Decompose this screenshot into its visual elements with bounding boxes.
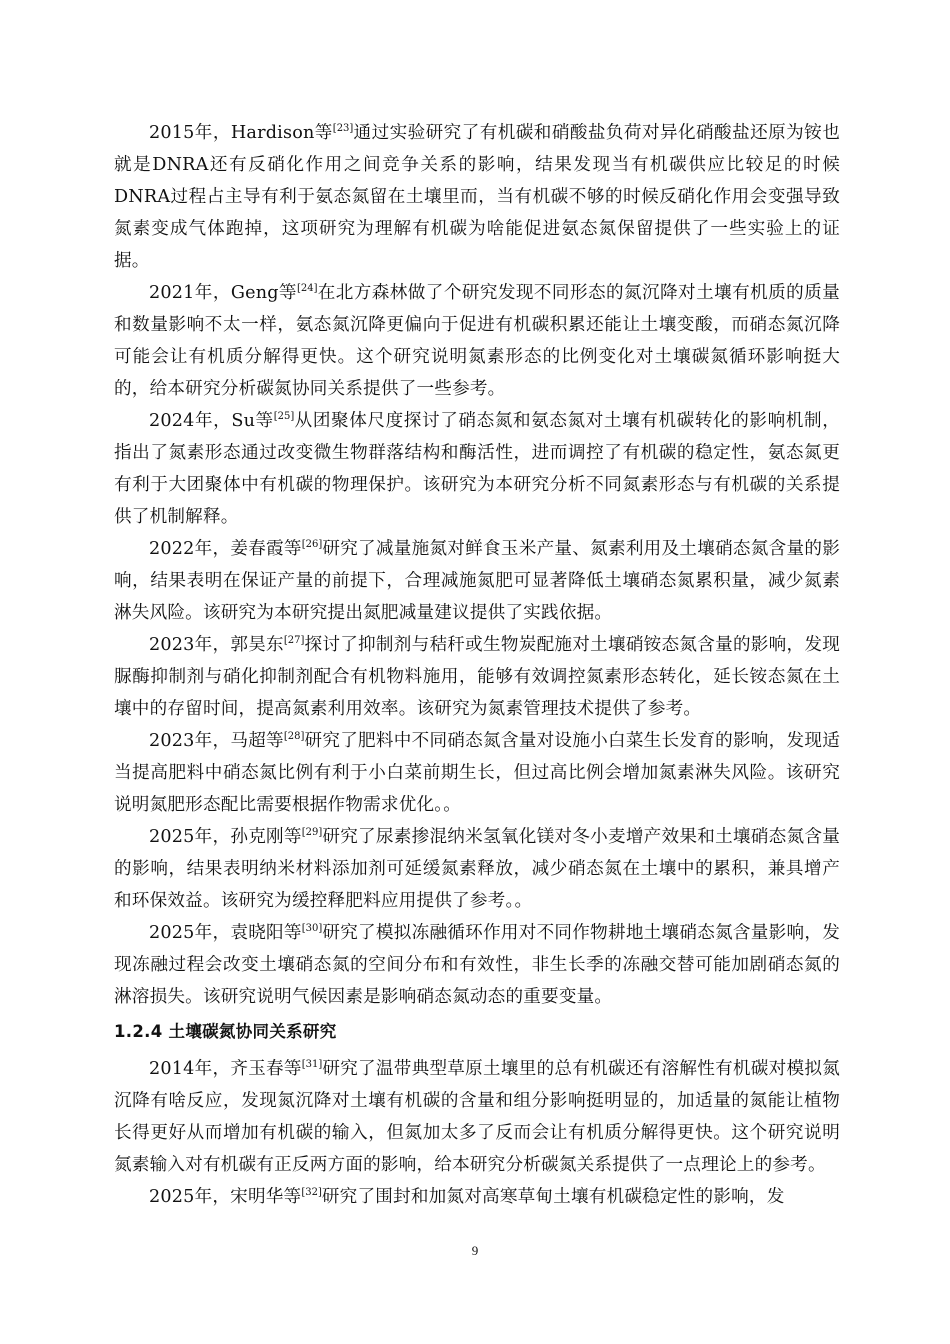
citation-ref: [28] <box>283 731 305 742</box>
paragraph-text: 从团聚体尺度探讨了硝态氮和氨态氮对土壤有机碳转化的影响机制，指出了氮素形态通过改变微生物群落结构和酶活性，进而调控了有机碳的稳定性，氨态氮更有利于大团聚体中有机碳的物理保护。该研究为本研究分析不同氮素形态与有机碳的关系提供了机制解释。 <box>114 411 840 527</box>
paragraph <box>114 1181 840 1213</box>
citation-ref: [27] <box>283 635 305 646</box>
paragraph-text: 探讨了抑制剂与秸秆或生物炭配施对土壤硝铵态氮含量的影响，发现脲酶抑制剂与硝化抑制剂配合有机物料施用，能够有效调控氮素形态转化，延长铵态氮在土壤中的存留时间，提高氮素利用效率。该研究为氮素管理技术提供了参考。 <box>114 635 840 719</box>
page-number: 9 <box>471 1243 479 1258</box>
paragraph-lead: 2024年，Su等 <box>149 411 274 431</box>
paragraph-lead: 2022年，姜春霞等 <box>149 539 302 559</box>
paragraph-text: 研究了减量施氮对鲜食玉米产量、氮素利用及土壤硝态氮含量的影响，结果表明在保证产量的前提下，合理减施氮肥可显著降低土壤硝态氮累积量，减少氮素淋失风险。该研究为本研究提出氮肥减量建议提供了实践依据。 <box>114 539 840 623</box>
paragraph <box>114 821 840 917</box>
document-body <box>114 117 840 1213</box>
citation-ref: [30] <box>301 923 323 934</box>
paragraph-text: 研究了围封和加氮对高寒草甸土壤有机碳稳定性的影响，发 <box>321 1187 785 1207</box>
citation-ref: [32] <box>301 1187 322 1198</box>
paragraph-lead: 2025年，孙克刚等 <box>149 827 302 847</box>
paragraph-text: 研究了温带典型草原土壤里的总有机碳还有溶解性有机碳对模拟氮沉降有啥反应，发现氮沉降对土壤有机碳的含量和组分影响挺明显的，加适量的氮能让植物长得更好从而增加有机碳的输入，但氮加太多了反而会让有机质分解得更快。这个研究说明氮素输入对有机碳有正反两方面的影响，给本研究分析碳氮关系提供了一点理论上的参考。 <box>114 1059 840 1175</box>
paragraph-lead: 2023年，马超等 <box>149 731 284 751</box>
paragraph-lead: 2023年，郭昊东 <box>149 635 284 655</box>
paragraph <box>114 1053 840 1181</box>
paragraph-lead: 2015年，Hardison等 <box>149 123 333 143</box>
paragraph <box>114 533 840 629</box>
paragraph-text: 研究了尿素掺混纳米氢氧化镁对冬小麦增产效果和土壤硝态氮含量的影响，结果表明纳米材料添加剂可延缓氮素释放，减少硝态氮在土壤中的累积，兼具增产和环保效益。该研究为缓控释肥料应用提供了参考。。 <box>114 827 840 911</box>
citation-ref: [31] <box>301 1059 323 1070</box>
paragraph <box>114 917 840 1013</box>
section-heading: 1.2.4 土壤碳氮协同关系研究 <box>114 1022 337 1041</box>
paragraph <box>114 725 840 821</box>
paragraph-text: 研究了肥料中不同硝态氮含量对设施小白菜生长发育的影响，发现适当提高肥料中硝态氮比例有利于小白菜前期生长，但过高比例会增加氮素淋失风险。该研究说明氮肥形态配比需要根据作物需求优化。。 <box>114 731 840 815</box>
paragraph <box>114 405 840 533</box>
citation-ref: [23] <box>332 123 354 134</box>
paragraph <box>114 277 840 405</box>
paragraph-text: 研究了模拟冻融循环作用对不同作物耕地土壤硝态氮含量影响，发现冻融过程会改变土壤硝态氮的空间分布和有效性，非生长季的冻融交替可能加剧硝态氮的淋溶损失。该研究说明气候因素是影响硝态氮动态的重要变量。 <box>114 923 840 1007</box>
paragraph <box>114 117 840 277</box>
paragraph-lead: 2021年，Geng等 <box>149 283 297 303</box>
paragraph-lead: 2025年，袁晓阳等 <box>149 923 302 943</box>
paragraph-text: 通过实验研究了有机碳和硝酸盐负荷对异化硝酸盐还原为铵也就是DNRA还有反硝化作用之间竞争关系的影响，结果发现当有机碳供应比较足的时候DNRA过程占主导有利于氨态氮留在土壤里而，当有机碳不够的时候反硝化作用会变强导致氮素变成气体跑掉，这项研究为理解有机碳为啥能促进氨态氮保留提供了一些实验上的证据。 <box>114 123 840 271</box>
citation-ref: [29] <box>301 827 323 838</box>
citation-ref: [25] <box>273 411 295 422</box>
paragraph <box>114 629 840 725</box>
paragraph-lead: 2025年，宋明华等 <box>149 1187 302 1207</box>
paragraph-lead: 2014年，齐玉春等 <box>149 1059 302 1079</box>
citation-ref: [26] <box>301 539 323 550</box>
citation-ref: [24] <box>296 283 318 294</box>
paragraph-text: 在北方森林做了个研究发现不同形态的氮沉降对土壤有机质的质量和数量影响不太一样，氨态氮沉降更偏向于促进有机碳积累还能让土壤变酸，而硝态氮沉降可能会让有机质分解得更快。这个研究说明氮素形态的比例变化对土壤碳氮循环影响挺大的，给本研究分析碳氮协同关系提供了一些参考。 <box>114 283 840 399</box>
